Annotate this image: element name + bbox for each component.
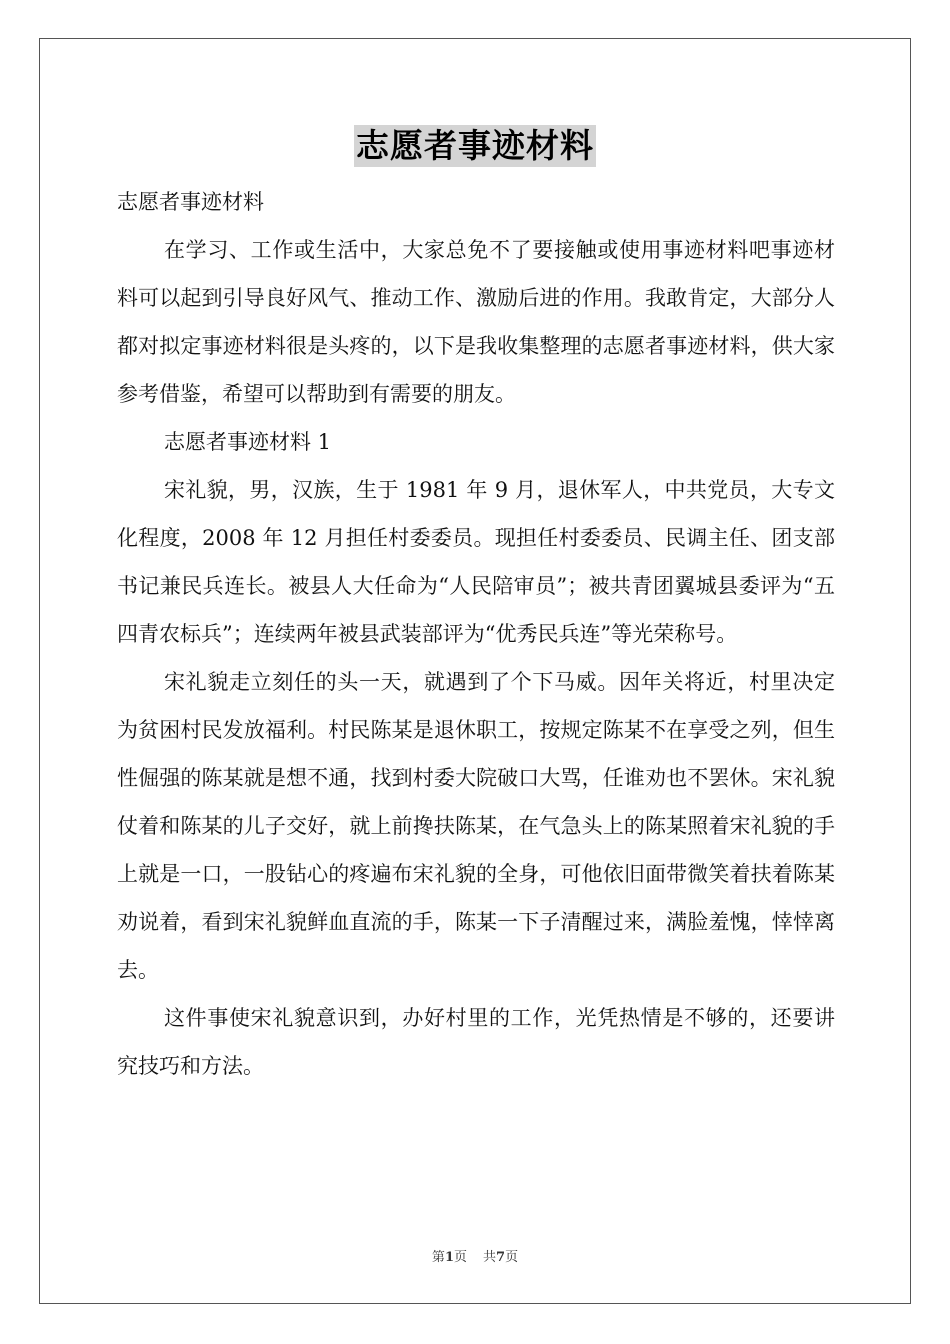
current-page-number: 1 <box>444 1250 454 1265</box>
total-prefix: 共 <box>483 1250 497 1265</box>
lesson-paragraph: 这件事使宋礼貌意识到，办好村里的工作，光凭热情是不够的，还要讲究技巧和方法。 <box>117 1006 835 1078</box>
section-heading: 志愿者事迹材料 1 <box>164 430 332 454</box>
document-title: 志愿者事迹材料 <box>356 126 594 165</box>
page-suffix: 页 <box>453 1250 467 1265</box>
page-prefix: 第 <box>431 1250 445 1265</box>
document-title-wrapper <box>0 125 950 167</box>
story-paragraph: 宋礼貌走立刻任的头一天，就遇到了个下马威。因年关将近，村里决定为贫困村民发放福利。村民陈某是退休职工，按规定陈某不在享受之列，但生性倔强的陈某就是想不通，找到村委大院破口大骂，任谁劝也不罢休。宋礼貌仗着和陈某的儿子交好，就上前搀扶陈某，在气急头上的陈某照着宋礼貌的手上就是一口，一股钻心的疼遍布宋礼貌的全身，可他依旧面带微笑着扶着陈某劝说着，看到宋礼貌鲜血直流的手，陈某一下子清醒过来，满脸羞愧，悻悻离去。 <box>117 670 835 982</box>
profile-paragraph: 宋礼貌，男，汉族，生于 1981 年 9 月，退休军人，中共党员，大专文化程度，2008 年 12 月担任村委委员。现担任村委委员、民调主任、团支部书记兼民兵连长。被县人大任命为“人民陪审员”；被共青团翼城县委评为“五四青农标兵”；连续两年被县武装部评为“优秀民兵连”等光荣称号。 <box>117 478 835 646</box>
document-body <box>117 178 835 1090</box>
document-subtitle: 志愿者事迹材料 <box>117 190 264 214</box>
intro-paragraph: 在学习、工作或生活中，大家总免不了要接触或使用事迹材料吧事迹材料可以起到引导良好风气、推动工作、激励后进的作用。我敢肯定，大部分人都对拟定事迹材料很是头疼的，以下是我收集整理的志愿者事迹材料，供大家参考借鉴，希望可以帮助到有需要的朋友。 <box>117 238 835 406</box>
total-page-count: 7 <box>496 1250 506 1265</box>
total-suffix: 页 <box>505 1250 519 1265</box>
page-footer <box>0 1246 950 1265</box>
